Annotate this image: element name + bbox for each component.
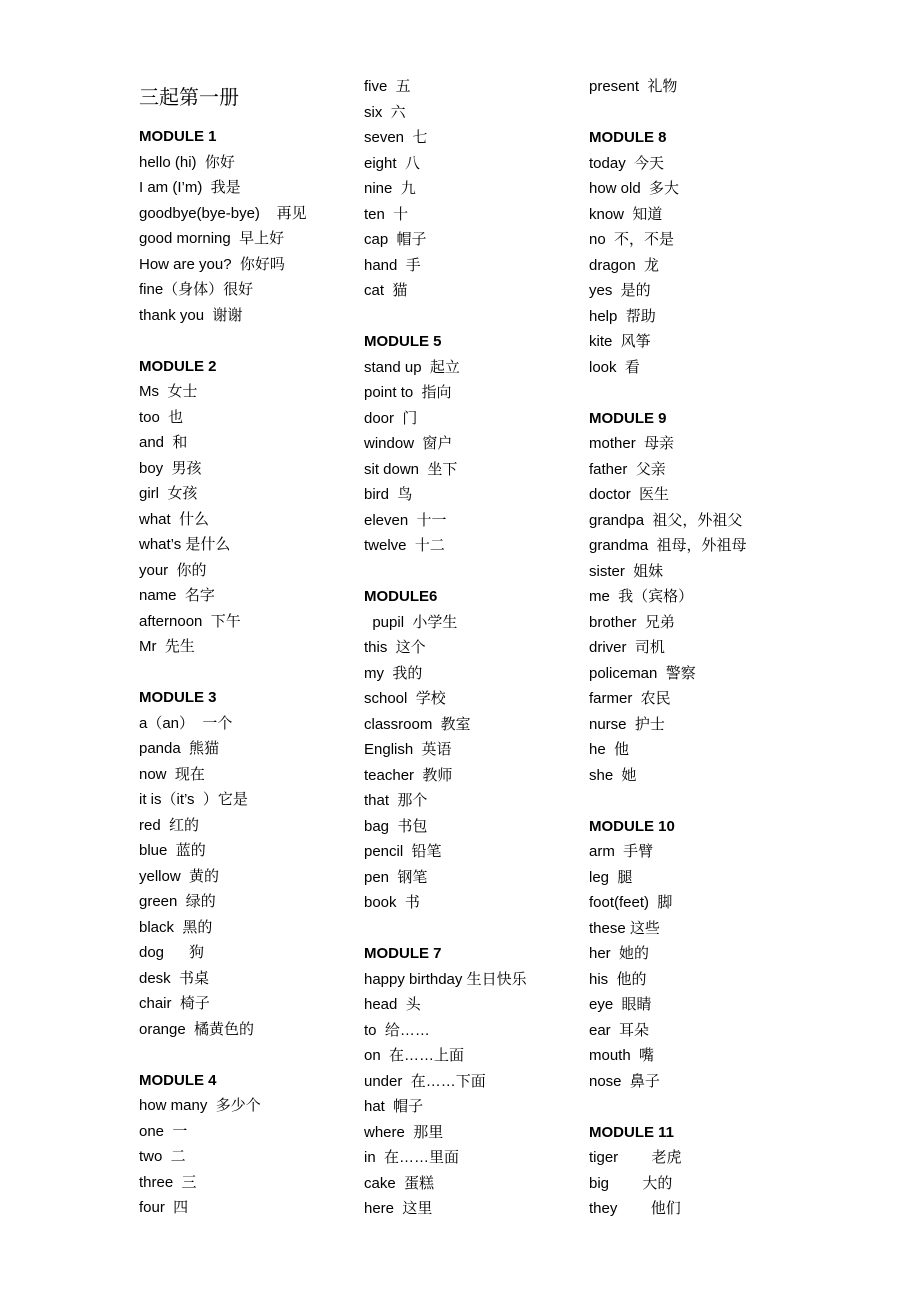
vocab-entry: farmer 农民 xyxy=(589,690,671,707)
vocab-entry: happy birthday 生日快乐 xyxy=(364,970,527,988)
vocab-entry: six 六 xyxy=(364,103,406,121)
vocab-entry: ear 耳朵 xyxy=(589,1021,650,1039)
vocab-entry: now 现在 xyxy=(139,765,205,783)
module-heading: MODULE 8 xyxy=(589,129,667,146)
vocab-entry: red 红的 xyxy=(139,816,200,834)
vocab-entry: these 这些 xyxy=(589,919,660,937)
vocab-entry: they 他们 xyxy=(589,1200,681,1217)
vocab-entry: me 我（宾格） xyxy=(589,588,694,605)
vocab-entry: arm 手臂 xyxy=(589,843,654,860)
vocab-entry: yellow 黄的 xyxy=(139,867,220,885)
vocab-entry: desk 书桌 xyxy=(139,969,210,987)
vocab-entry: mother 母亲 xyxy=(589,435,675,452)
vocab-entry: eight 八 xyxy=(364,154,420,172)
vocab-entry: what’s 是什么 xyxy=(139,536,231,553)
vocab-entry: fine（身体）很好 xyxy=(139,281,254,298)
vocab-entry: window 窗户 xyxy=(364,435,453,452)
vocab-entry: yes 是的 xyxy=(589,282,651,299)
vocab-entry: five 五 xyxy=(364,78,411,95)
vocab-entry: he 他 xyxy=(589,741,630,758)
vocab-entry: dog 狗 xyxy=(139,944,205,961)
vocab-entry: today 今天 xyxy=(589,154,665,172)
vocab-entry: eleven 十一 xyxy=(364,511,447,529)
vocab-entry: hand 手 xyxy=(364,256,421,274)
vocab-entry: driver 司机 xyxy=(589,639,665,656)
vocab-entry: classroom 教室 xyxy=(364,715,471,733)
vocab-entry: sit down 坐下 xyxy=(364,460,458,478)
vocab-entry: black 黑的 xyxy=(139,918,213,936)
vocab-entry: grandpa 祖父，外祖父 xyxy=(589,511,743,529)
vocab-entry: no 不，不是 xyxy=(589,231,675,248)
vocab-entry: know 知道 xyxy=(589,205,663,223)
module-heading: MODULE 2 xyxy=(139,357,217,375)
vocab-entry: point to 指向 xyxy=(364,384,452,401)
module-heading: MODULE 4 xyxy=(139,1071,217,1089)
vocab-entry: present 礼物 xyxy=(589,78,678,95)
vocab-entry: and 和 xyxy=(139,434,188,451)
vocab-entry: chair 椅子 xyxy=(139,995,210,1012)
page-title: 三起第一册 xyxy=(139,85,239,109)
vocab-entry: leg 腿 xyxy=(589,868,633,886)
vocab-entry: sister 姐妹 xyxy=(589,562,664,580)
vocab-entry: under 在……下面 xyxy=(364,1072,486,1090)
vocab-entry: cap 帽子 xyxy=(364,231,427,248)
vocab-entry: seven 七 xyxy=(364,129,428,146)
module-heading: MODULE 7 xyxy=(364,945,442,962)
module-heading: MODULE 10 xyxy=(589,817,675,835)
vocab-entry: Mr 先生 xyxy=(139,638,195,655)
vocab-entry: bag 书包 xyxy=(364,817,428,835)
vocab-entry: orange 橘黄色的 xyxy=(139,1020,255,1038)
module-heading: MODULE 1 xyxy=(139,128,217,145)
vocab-entry: doctor 医生 xyxy=(589,486,670,503)
vocab-entry: afternoon 下午 xyxy=(139,612,241,630)
vocab-entry: goodbye(bye-bye) 再见 xyxy=(139,204,307,222)
vocab-entry: hat 帽子 xyxy=(364,1098,424,1115)
vocab-entry: ten 十 xyxy=(364,205,409,223)
vocab-entry: blue 蓝的 xyxy=(139,842,206,859)
vocab-entry: name 名字 xyxy=(139,587,215,604)
vocab-entry: good morning 早上好 xyxy=(139,230,285,247)
vocab-entry: green 绿的 xyxy=(139,893,216,910)
vocab-entry: grandma 祖母，外祖母 xyxy=(589,537,747,554)
vocab-entry: pen 钢笔 xyxy=(364,868,428,886)
vocab-entry: his 他的 xyxy=(589,970,647,988)
vocab-entry: three 三 xyxy=(139,1173,197,1191)
vocab-entry: cat 猫 xyxy=(364,282,408,299)
vocab-entry: how many 多少个 xyxy=(139,1097,261,1114)
vocab-entry: too 也 xyxy=(139,408,184,426)
module-heading: MODULE 9 xyxy=(589,409,667,427)
vocab-entry: nine 九 xyxy=(364,180,416,197)
module-heading: MODULE 5 xyxy=(364,333,442,350)
vocab-entry: twelve 十二 xyxy=(364,537,445,554)
vocab-entry: Ms 女士 xyxy=(139,383,198,400)
vocab-entry: a（an） 一个 xyxy=(139,714,233,732)
vocab-entry: panda 熊猫 xyxy=(139,740,220,757)
vocab-entry: policeman 警察 xyxy=(589,664,696,682)
vocab-entry: help 帮助 xyxy=(589,307,656,325)
vocab-entry: it is（it’s ）它是 xyxy=(139,791,248,808)
vocab-entry: where 那里 xyxy=(364,1123,444,1141)
vocab-entry: that 那个 xyxy=(364,792,428,809)
vocab-entry: pupil 小学生 xyxy=(364,613,458,631)
vocab-entry: book 书 xyxy=(364,894,420,911)
vocab-entry: nurse 护士 xyxy=(589,715,665,733)
vocab-entry: my 我的 xyxy=(364,664,423,682)
vocab-entry: mouth 嘴 xyxy=(589,1047,655,1064)
vocab-entry: father 父亲 xyxy=(589,460,666,478)
vocab-entry: her 她的 xyxy=(589,945,650,962)
vocab-entry: cake 蛋糕 xyxy=(364,1174,435,1192)
module-heading: MODULE 11 xyxy=(589,1123,675,1141)
vocab-entry: to 给…… xyxy=(364,1021,430,1039)
vocab-entry: boy 男孩 xyxy=(139,459,202,477)
vocab-entry: she 她 xyxy=(589,766,637,784)
vocab-entry: in 在……里面 xyxy=(364,1149,460,1166)
vocab-entry: head 头 xyxy=(364,996,421,1013)
vocab-entry: brother 兄弟 xyxy=(589,613,675,631)
vocab-entry: your 你的 xyxy=(139,561,207,579)
vocab-entry: big 大的 xyxy=(589,1174,673,1192)
vocab-entry: on 在……上面 xyxy=(364,1047,465,1064)
vocab-entry: four 四 xyxy=(139,1199,189,1216)
vocab-entry: two 二 xyxy=(139,1148,186,1165)
vocab-entry: bird 鸟 xyxy=(364,486,413,503)
vocab-entry: school 学校 xyxy=(364,690,446,707)
vocab-entry: door 门 xyxy=(364,409,418,427)
vocab-entry: what 什么 xyxy=(139,510,210,528)
vocab-entry: eye 眼睛 xyxy=(589,996,652,1013)
vocab-entry: kite 风筝 xyxy=(589,333,651,350)
module-heading: MODULE 3 xyxy=(139,689,217,706)
vocab-entry: I am (I’m) 我是 xyxy=(139,179,241,196)
vocab-entry: here 这里 xyxy=(364,1200,433,1217)
vocab-entry: girl 女孩 xyxy=(139,485,198,502)
vocab-entry: How are you? 你好吗 xyxy=(139,255,285,273)
vocab-entry: hello (hi) 你好 xyxy=(139,153,235,171)
vocab-entry: teacher 教师 xyxy=(364,766,453,784)
vocab-entry: how old 多大 xyxy=(589,180,680,197)
vocab-entry: foot(feet) 脚 xyxy=(589,894,673,911)
vocab-entry: nose 鼻子 xyxy=(589,1072,660,1090)
vocab-entry: pencil 铅笔 xyxy=(364,843,442,860)
vocab-entry: look 看 xyxy=(589,358,640,376)
vocab-entry: tiger 老虎 xyxy=(589,1149,682,1166)
module-heading: MODULE6 xyxy=(364,588,438,605)
vocab-entry: one 一 xyxy=(139,1122,188,1140)
vocab-entry: this 这个 xyxy=(364,639,426,656)
vocab-entry: English 英语 xyxy=(364,741,452,758)
vocab-entry: stand up 起立 xyxy=(364,358,460,376)
vocab-entry: dragon 龙 xyxy=(589,256,660,274)
vocab-entry: thank you 谢谢 xyxy=(139,306,243,324)
